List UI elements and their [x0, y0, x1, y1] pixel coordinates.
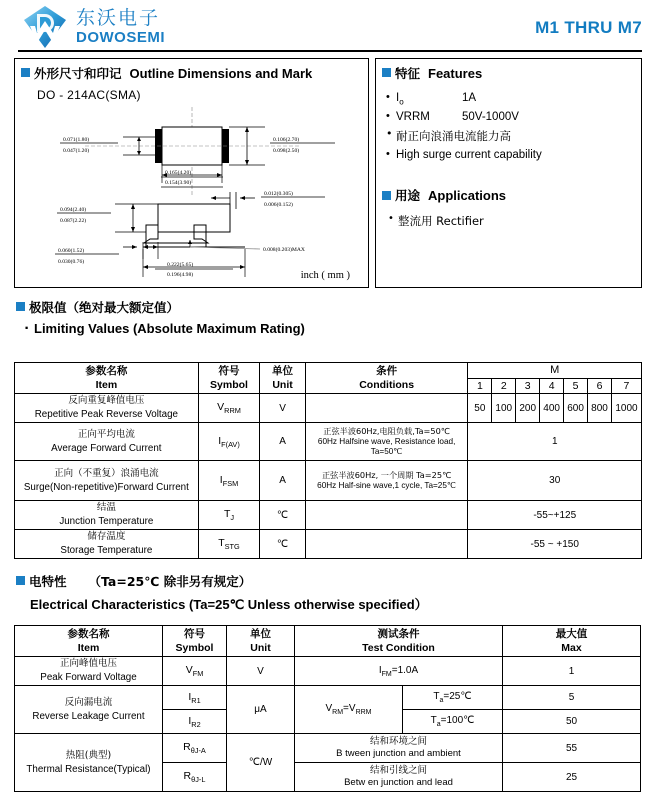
bullet-square-icon — [16, 576, 25, 585]
row-test-condition-en: B tween junction and ambient — [336, 748, 461, 760]
header-item-en: Item — [77, 642, 100, 655]
features-panel — [375, 58, 642, 288]
header-grade-3: 3 — [516, 378, 540, 394]
row-item-cn: 结温 — [96, 502, 116, 514]
row-symbol: $I_{R1}$ — [163, 686, 227, 710]
outline-panel-title — [15, 59, 368, 83]
header-item — [15, 363, 199, 394]
row-value-all: 30 — [468, 461, 642, 501]
row-item-cn: 正向（不重复）浪涌电流 — [54, 467, 159, 479]
dim-bot-left-upper: 0.094(2.40) — [60, 207, 87, 213]
feature-value-vrrm: 50V-1000V — [462, 110, 519, 123]
header-unit — [227, 626, 295, 657]
row-item — [15, 501, 199, 530]
page-title: M1 THRU M7 — [535, 18, 642, 37]
dim-top-right-upper: 0.106(2.70) — [273, 137, 300, 143]
row-item-en: Surge(Non-repetitive)Forward Current — [23, 481, 189, 493]
header-item — [15, 626, 163, 657]
limiting-heading-en: Limiting Values (Absolute Maximum Rating) — [34, 321, 305, 336]
header-conditions — [305, 363, 468, 394]
row-conditions — [305, 461, 468, 501]
row-symbol: $V_{FM}$ — [163, 657, 227, 686]
limiting-values-heading — [16, 298, 305, 338]
row-conditions-en: 60Hz Halfsine wave, Resistance load, Ta=50℃ — [317, 436, 456, 457]
row-item-en: Peak Forward Voltage — [40, 672, 137, 684]
dim-standoff: 0.008(0.203)MAX — [263, 247, 305, 253]
row-unit: ℃/W — [227, 734, 295, 792]
row-item — [15, 394, 199, 423]
outline-title-cn: 外形尺寸和印记 — [34, 66, 122, 81]
header-symbol-cn: 符号 — [218, 365, 240, 377]
header-test-condition — [295, 626, 503, 657]
header-item-cn: 参数名称 — [85, 365, 128, 377]
row-item-en: Repetitive Peak Reverse Voltage — [34, 409, 178, 421]
electrical-characteristics-table-container — [14, 625, 642, 792]
limiting-values-table — [14, 362, 642, 559]
row-conditions — [305, 501, 468, 530]
header-unit-en: Unit — [250, 642, 271, 655]
table-row — [15, 423, 642, 461]
limiting-heading-cn: 极限值（绝对最大额定值） — [29, 300, 180, 315]
electrical-heading-cn: 电特性 — [29, 574, 67, 589]
table-row — [15, 530, 642, 559]
bullet-square-icon — [382, 191, 391, 200]
row-unit: ℃ — [260, 530, 306, 559]
top-panels — [14, 58, 642, 288]
header-symbol — [163, 626, 227, 657]
row-symbol: $R_{\theta J-A}$ — [163, 734, 227, 763]
row-value-7: 1000 — [611, 394, 641, 423]
row-max-2: 25 — [503, 763, 641, 792]
dim-top-left-lower: 0.047(1.20) — [63, 148, 90, 154]
dim-top-bottom-lower: 0.154(3.90) — [165, 180, 192, 186]
list-item — [376, 108, 641, 125]
table-header-row — [15, 363, 642, 379]
row-unit: ℃ — [260, 501, 306, 530]
logo-text-cn: 东沃电子 — [76, 7, 161, 29]
header-grade-4: 4 — [540, 378, 564, 394]
header-symbol — [198, 363, 260, 394]
row-value-2: 100 — [492, 394, 516, 423]
row-max: 5 — [503, 686, 641, 710]
table-row — [15, 686, 641, 710]
list-item — [376, 89, 641, 108]
dim-foot-left-upper: 0.060(1.52) — [58, 248, 85, 254]
row-sub-condition-1: $T_a=25℃$ — [403, 686, 503, 710]
header-grade-2: 2 — [492, 378, 516, 394]
row-item-en: Average Forward Current — [51, 442, 162, 454]
row-item-cn: 反向漏电流 — [64, 696, 113, 708]
row-value-4: 400 — [540, 394, 564, 423]
table-row — [15, 394, 642, 423]
bullet-square-icon — [16, 302, 25, 311]
units-note: inch ( mm ) — [300, 270, 350, 281]
row-conditions-cn: 正弦半波60Hz,电阻负载,Ta=50℃ — [323, 425, 450, 436]
features-panel-title — [376, 59, 641, 83]
row-value-1: 50 — [468, 394, 492, 423]
header-grade-6: 6 — [588, 378, 612, 394]
table-header-row — [15, 626, 641, 657]
electrical-heading-cond: （Ta=25℃ 除非另有规定） — [88, 574, 252, 589]
row-symbol: $I_{FSM}$ — [198, 461, 260, 501]
header-symbol-en: Symbol — [175, 642, 214, 655]
feature-value-io: 1A — [462, 91, 477, 104]
dim-bot-bottom-upper: 0.222(5.65) — [167, 262, 194, 268]
row-conditions — [305, 423, 468, 461]
row-max: 1 — [503, 657, 641, 686]
row-test-condition: $V_{RM}=V_{RRM}$ — [295, 686, 403, 734]
company-logo — [22, 4, 165, 50]
applications-title-cn: 用途 — [395, 188, 421, 204]
row-value-3: 200 — [516, 394, 540, 423]
logo-text-en: DOWOSEMI — [76, 29, 165, 46]
row-symbol: $I_{R2}$ — [163, 710, 227, 734]
bullet-square-icon — [21, 68, 30, 77]
limiting-values-table-container — [14, 362, 642, 559]
row-item — [15, 423, 199, 461]
row-test-condition: $I_{FM}=1.0A$ — [295, 657, 503, 686]
table-row — [15, 657, 641, 686]
header-grade-1: 1 — [468, 378, 492, 394]
row-value-5: 600 — [564, 394, 588, 423]
row-symbol: $T_J$ — [198, 501, 260, 530]
header-conditions-cn: 条件 — [376, 365, 398, 377]
table-row — [15, 734, 641, 763]
bullet-square-icon — [382, 68, 391, 77]
applications-list — [376, 213, 641, 229]
header-unit-cn: 单位 — [272, 365, 294, 377]
table-row — [15, 501, 642, 530]
header-max-en: Max — [561, 642, 582, 655]
header-grade-7: 7 — [611, 378, 641, 394]
row-item — [15, 734, 163, 792]
row-value-all: -55~+125 — [468, 501, 642, 530]
header-item-en: Item — [95, 379, 118, 392]
features-title-en: Features — [428, 66, 483, 81]
header-grade-group: M — [468, 363, 642, 379]
row-item-cn: 正向峰值电压 — [59, 658, 117, 670]
header-test-condition-en: Test Condition — [362, 642, 435, 655]
row-conditions-cn: 正弦半波60Hz, 一个周期 Ta=25℃ — [321, 470, 452, 481]
header-unit-en: Unit — [272, 379, 293, 392]
dim-top-right-lower: 0.098(2.50) — [273, 148, 300, 154]
outline-title-en: Outline Dimensions and Mark — [129, 66, 313, 81]
row-symbol: $I_{F(AV)}$ — [198, 423, 260, 461]
dim-foot-left-lower: 0.030(0.76) — [58, 259, 85, 265]
features-title-cn: 特征 — [395, 66, 421, 81]
row-item-en: Thermal Resistance(Typical) — [26, 763, 151, 775]
list-item: • High surge current capability — [376, 146, 641, 163]
row-symbol: $V_{RRM}$ — [198, 394, 260, 423]
dim-bot-right-upper: 0.012(0.305) — [264, 191, 293, 197]
dim-bot-right-lower: 0.006(0.152) — [264, 202, 293, 208]
header-unit — [260, 363, 306, 394]
row-unit: A — [260, 423, 306, 461]
row-test-condition-2-cn: 结和引线之间 — [369, 764, 427, 776]
page-header — [0, 0, 656, 52]
package-drawing — [15, 99, 368, 284]
row-max: 55 — [503, 734, 641, 763]
dim-top-left-upper: 0.071(1.80) — [63, 137, 90, 143]
row-item-cn: 热阻(典型) — [65, 749, 112, 761]
row-unit: V — [260, 394, 306, 423]
row-test-condition-2 — [295, 763, 503, 792]
row-conditions — [305, 530, 468, 559]
row-conditions — [305, 394, 468, 423]
dim-top-bottom-upper: 0.165(4.20) — [165, 170, 192, 176]
row-unit: A — [260, 461, 306, 501]
list-item: • 整流用 Rectifier — [376, 213, 641, 229]
row-test-condition-2-en: Betw en junction and lead — [344, 777, 453, 789]
row-item — [15, 461, 199, 501]
feature-label-io: $I_o$ — [396, 91, 404, 106]
outline-dimensions-panel — [14, 58, 369, 288]
leader-dot: · — [24, 320, 30, 337]
electrical-characteristics-table — [14, 625, 641, 792]
dim-bot-bottom-lower: 0.196(4.98) — [167, 272, 194, 278]
row-item — [15, 657, 163, 686]
row-test-condition — [295, 734, 503, 763]
row-max-2: 50 — [503, 710, 641, 734]
header-grade-5: 5 — [564, 378, 588, 394]
row-item — [15, 686, 163, 734]
row-unit: V — [227, 657, 295, 686]
header-max — [503, 626, 641, 657]
row-item-en: Storage Temperature — [60, 545, 153, 557]
applications-title-en: Applications — [428, 188, 507, 204]
row-value-all: -55 ~ +150 — [468, 530, 642, 559]
feature-label-vrrm: VRRM — [396, 110, 430, 123]
table-row — [15, 461, 642, 501]
row-item-cn: 正向平均电流 — [77, 428, 135, 440]
dim-bot-left-lower: 0.087(2.22) — [60, 218, 87, 224]
header-divider — [18, 50, 642, 52]
row-item-cn: 反向重复峰值电压 — [68, 395, 145, 407]
electrical-heading-en: Electrical Characteristics (Ta=25℃ Unless otherwise specified） — [30, 597, 428, 612]
header-max-cn: 最大值 — [555, 628, 588, 640]
features-list — [376, 89, 641, 163]
header-symbol-en: Symbol — [210, 379, 248, 392]
row-item-cn: 储存温度 — [87, 531, 126, 543]
row-symbol: $R_{\theta J-L}$ — [163, 763, 227, 792]
header-symbol-cn: 符号 — [184, 628, 205, 640]
row-item — [15, 530, 199, 559]
package-name: DO - 214AC(SMA) — [37, 88, 141, 102]
list-item: • 耐正向浪涌电流能力高 — [376, 125, 641, 146]
header-unit-cn: 单位 — [250, 628, 271, 640]
row-value-6: 800 — [588, 394, 612, 423]
applications-panel-title — [376, 181, 641, 205]
row-conditions-en: 60Hz Half-sine wave,1 cycle, Ta=25℃ — [317, 480, 457, 490]
header-item-cn: 参数名称 — [67, 628, 110, 640]
header-conditions-en: Conditions — [359, 379, 415, 392]
row-item-en: Junction Temperature — [59, 516, 154, 528]
row-test-condition-cn: 结和环境之间 — [369, 735, 427, 747]
row-value-all: 1 — [468, 423, 642, 461]
header-test-condition-cn: 测试条件 — [377, 628, 420, 640]
row-symbol: $T_{STG}$ — [198, 530, 260, 559]
row-sub-condition-2: $T_a=100℃$ — [403, 710, 503, 734]
electrical-characteristics-heading — [16, 572, 428, 614]
dowosemi-logo-icon — [22, 4, 68, 50]
row-unit: μA — [227, 686, 295, 734]
row-item-en: Reverse Leakage Current — [32, 710, 145, 722]
